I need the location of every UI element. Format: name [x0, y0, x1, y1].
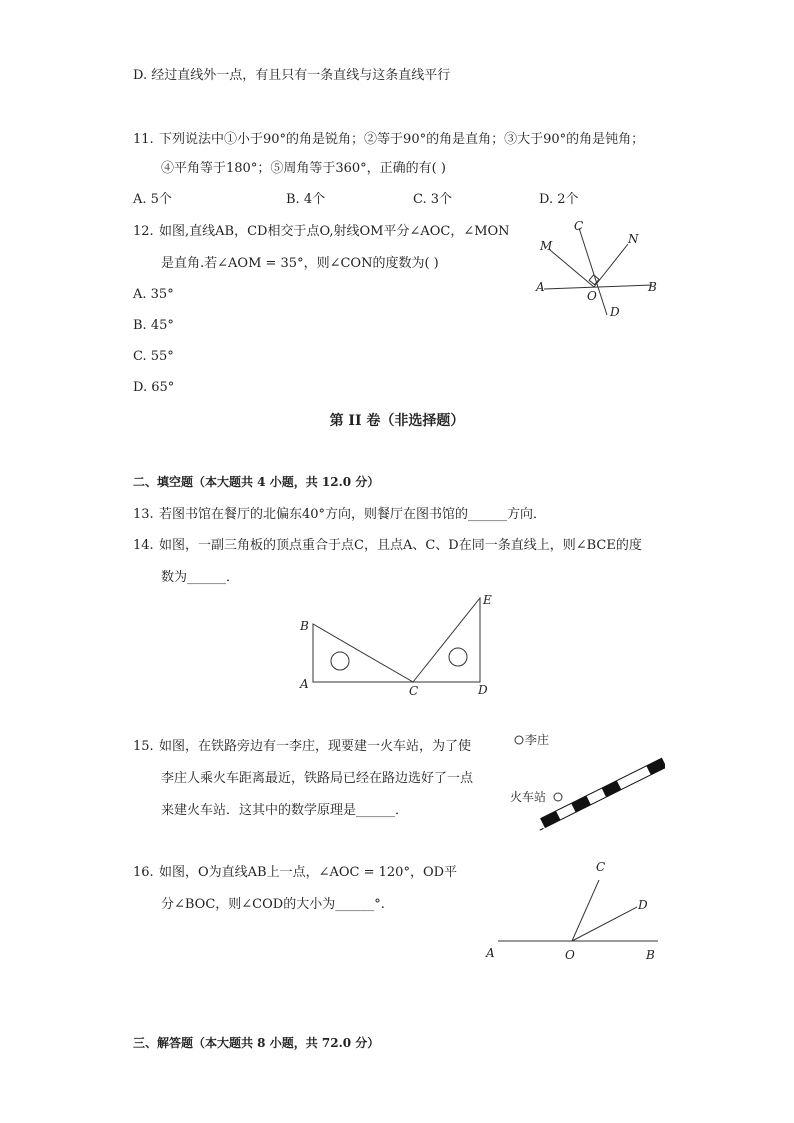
village-marker [515, 736, 523, 744]
station-marker [554, 793, 562, 801]
label-d: D [638, 898, 648, 912]
label-b: B [648, 280, 657, 294]
label-m: M [540, 239, 553, 253]
q14-figure [295, 590, 505, 702]
ray-od [572, 907, 637, 941]
triangle-hole-left [331, 652, 349, 670]
q12-stem-line2: 是直角.若∠AOM = 35°，则∠CON的度数为( ) [161, 256, 439, 271]
q13-text: 若图书馆在餐厅的北偏东40°方向，则餐厅在图书馆的______方向． [159, 507, 547, 522]
label-a: A [300, 677, 309, 691]
q10-option-d: D. 经过直线外一点，有且只有一条直线与这条直线平行 [133, 68, 451, 83]
village-label: 李庄 [525, 733, 550, 747]
q12-option-b: B. 45° [133, 318, 174, 333]
label-c: C [596, 860, 606, 874]
label-e: E [483, 593, 492, 607]
label-d: D [610, 305, 620, 319]
q14-stem-line1 [133, 537, 642, 555]
q16-stem-line2: 分∠BOC，则∠COD的大小为______°. [161, 897, 385, 912]
q15-stem-line2: 李庄人乘火车距离最近，铁路局已经在路边选好了一点 [161, 771, 474, 786]
q13-stem [133, 506, 546, 524]
label-b: B [646, 948, 655, 962]
q11-option-c: C. 3个 [413, 192, 453, 207]
q12-text-1: 如图,直线AB，CD相交于点O,射线OM平分∠AOC，∠MON [159, 224, 510, 239]
q15-text-1: 如图，在铁路旁边有一李庄，现要建一火车站，为了使 [159, 739, 472, 754]
q12-stem-line1 [133, 223, 510, 241]
question-number: 13. [133, 507, 154, 522]
section2-title: 第 II 卷（非选择题） [329, 413, 465, 429]
label-b: B [300, 619, 309, 633]
q16-stem-line1 [133, 864, 457, 882]
q12-option-c: C. 55° [133, 349, 174, 364]
triangle-abc [313, 624, 413, 682]
label-c: C [409, 684, 419, 698]
q11-text-1: 下列说法中①小于90°的角是锐角；②等于90°的角是直角；③大于90°的角是钝角； [159, 132, 645, 147]
ray-oc [572, 880, 599, 941]
label-a: A [486, 946, 495, 960]
label-o: O [565, 948, 575, 962]
q12-figure [530, 215, 670, 325]
q15-stem-line3: 来建火车站．这其中的数学原理是______． [161, 803, 409, 818]
section-fill-header: 二、填空题（本大题共 4 小题，共 12.0 分） [133, 475, 380, 489]
q15-stem-line1 [133, 738, 471, 756]
q11-option-b: B. 4个 [286, 192, 326, 207]
q12-option-d: D. 65° [133, 380, 175, 395]
label-a: A [536, 280, 545, 294]
question-number: 15. [133, 739, 154, 754]
question-number: 12. [133, 224, 154, 239]
q11-option-a: A. 5个 [133, 192, 172, 207]
q14-text-1: 如图，一副三角板的顶点重合于点C，且点A、C、D在同一条直线上，则∠BCE的度 [159, 538, 642, 553]
ray-on [594, 244, 628, 287]
q11-stem-line1 [133, 131, 644, 149]
q14-stem-line2: 数为______． [161, 570, 240, 585]
triangle-cde [413, 598, 480, 682]
q16-text-1: 如图，O为直线AB上一点，∠AOC = 120°，OD平 [159, 865, 458, 880]
question-number: 11. [133, 132, 154, 147]
q15-figure [505, 725, 665, 840]
question-number: 16. [133, 865, 154, 880]
label-o: O [587, 289, 597, 303]
label-n: N [628, 232, 639, 246]
section-answer-header: 三、解答题（本大题共 8 小题，共 72.0 分） [133, 1036, 380, 1050]
label-c: C [574, 219, 584, 233]
q11-stem-line2: ④平角等于180°；⑤周角等于360°，正确的有( ) [161, 161, 446, 176]
station-label: 火车站 [510, 790, 547, 804]
q16-figure [480, 852, 670, 967]
q11-option-d: D. 2个 [539, 192, 579, 207]
label-d: D [478, 683, 488, 697]
q12-option-a: A. 35° [133, 287, 174, 302]
triangle-hole-right [449, 648, 467, 666]
question-number: 14. [133, 538, 154, 553]
